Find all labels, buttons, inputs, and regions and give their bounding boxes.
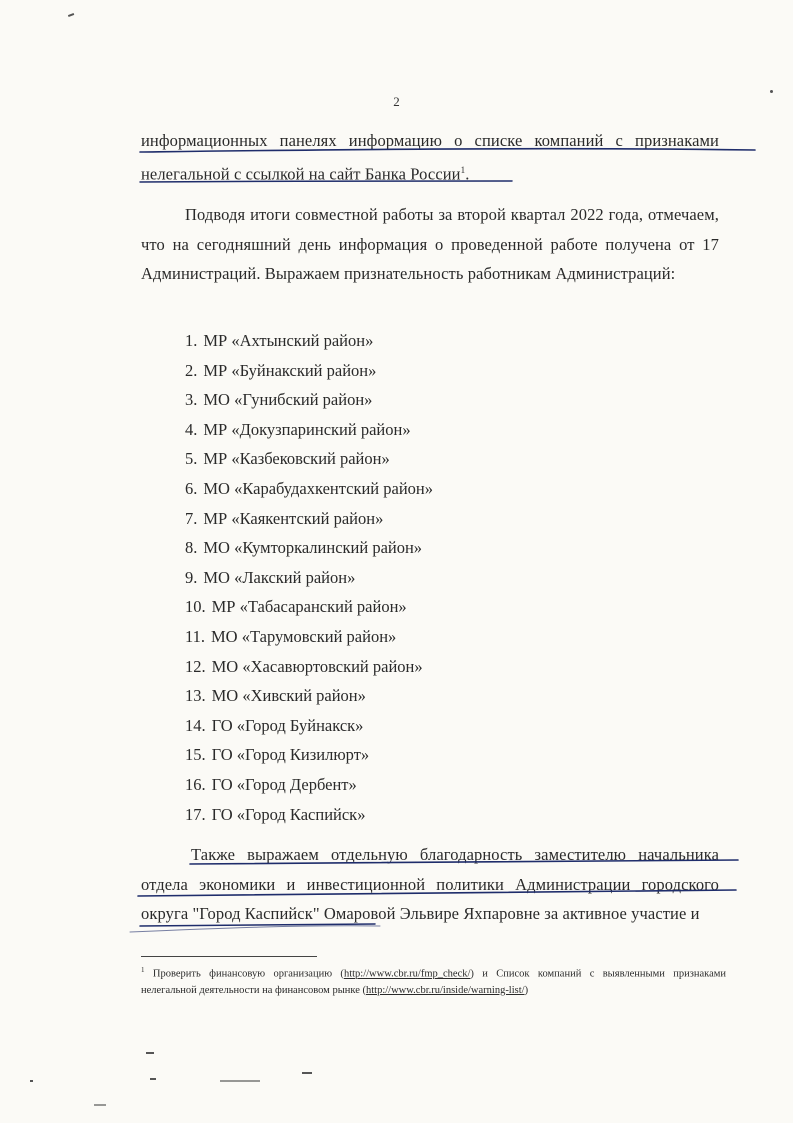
list-item: [185, 385, 433, 415]
list-item-number: 15.: [185, 745, 206, 765]
list-item-number: 10.: [185, 597, 206, 617]
list-item-number: 9.: [185, 567, 198, 587]
list-item: [185, 504, 433, 534]
list-item: [185, 474, 433, 504]
list-item: [185, 652, 433, 682]
list-item-text: ГО «Город Дербент»: [211, 774, 357, 794]
list-item-number: 5.: [185, 449, 198, 469]
list-item-number: 16.: [185, 774, 206, 794]
list-item-number: 17.: [185, 804, 206, 824]
list-item-text: ГО «Город Буйнакск»: [211, 715, 364, 735]
list-item: [185, 533, 433, 563]
administrations-list: [185, 326, 433, 829]
list-item-text: МО «Карабудахкентский район»: [203, 478, 433, 498]
footnote-divider: [141, 956, 317, 957]
footnote-text-after: ): [524, 984, 529, 996]
list-item-number: 12.: [185, 656, 206, 676]
scan-speck: [150, 1078, 156, 1080]
list-item: [185, 681, 433, 711]
footnote-text-before: Проверить финансовую организацию (: [152, 968, 344, 980]
scan-speck: [146, 1052, 154, 1054]
footnote-link-fmp-check[interactable]: http://www.cbr.ru/fmp_check/: [343, 968, 471, 980]
list-item-number: 6.: [185, 478, 198, 498]
paragraph-intro-text: информационных панелях информацию о списке компаний с признаками нелегальной с ссылкой на сайт Банка России: [141, 131, 719, 183]
list-item-number: 14.: [185, 715, 206, 735]
list-item-text: МО «Гунибский район»: [203, 390, 373, 410]
scan-speck: [220, 1080, 260, 1082]
list-item-text: МР «Ахтынский район»: [203, 331, 374, 350]
page-number: 2: [393, 94, 400, 109]
list-item-number: 11.: [185, 626, 206, 646]
footnote-reference: 1: [460, 164, 466, 175]
scan-speck: [94, 1104, 106, 1106]
list-item: [185, 356, 433, 386]
list-item-text: МО «Тарумовский район»: [211, 626, 397, 646]
list-item-number: 4.: [185, 419, 198, 439]
scan-speck: [302, 1072, 312, 1074]
list-item: [185, 711, 433, 741]
list-item-text: ГО «Город Каспийск»: [211, 804, 366, 824]
list-item-number: 3.: [185, 390, 198, 410]
list-item-text: ГО «Город Кизилюрт»: [211, 745, 370, 765]
list-item: [185, 326, 433, 356]
list-item: [185, 415, 433, 445]
list-item-text: МО «Хасавюртовский район»: [211, 656, 423, 676]
scan-speck: [30, 1080, 33, 1082]
list-item: [185, 592, 433, 622]
list-item-number: 13.: [185, 686, 206, 706]
paragraph-gratitude: Также выражаем отдельную благодарность заместителю начальника отдела экономики и инвестиционной политики Администрации городского округа "Город Каспийск" Омаровой Эльвире Яхпаровне за активное участие и: [141, 845, 719, 923]
list-item-number: 1.: [185, 331, 198, 350]
list-item: [185, 770, 433, 800]
list-item: [185, 740, 433, 770]
footnote-link-warning-list[interactable]: http://www.cbr.ru/inside/warning-list/: [366, 984, 525, 996]
list-item-number: 8.: [185, 538, 198, 558]
scan-speck: [770, 90, 773, 93]
list-item-text: МР «Табасаранский район»: [211, 597, 407, 617]
list-item-text: МР «Казбековский район»: [203, 449, 390, 469]
list-item: [185, 800, 433, 830]
list-item-text: МР «Буйнакский район»: [203, 360, 377, 380]
footnote: [141, 962, 726, 999]
list-item: [185, 622, 433, 652]
list-item-text: МР «Каякентский район»: [203, 508, 384, 528]
list-item-number: 7.: [185, 508, 198, 528]
list-item: [185, 444, 433, 474]
scan-speck: [68, 13, 74, 16]
footnote-text-middle: ) и Список компаний с выявленными признаками нелегальной деятельности на финансовом рынке (: [141, 968, 727, 996]
footnote-mark: 1: [141, 966, 145, 974]
list-item-text: МО «Лакский район»: [203, 567, 356, 587]
list-item-text: МО «Хивский район»: [211, 686, 366, 706]
list-item-text: МР «Докузпаринский район»: [203, 419, 411, 439]
list-item-number: 2.: [185, 360, 198, 380]
list-item: [185, 563, 433, 593]
paragraph-intro: информационных панелях информацию о списке компаний с признаками нелегальной с ссылкой на сайт Банка России$^1$.: [141, 131, 719, 183]
list-item-text: МО «Кумторкалинский район»: [203, 538, 423, 558]
paragraph-summary: Подводя итоги совместной работы за второй квартал 2022 года, отмечаем, что на сегодняшний день информация о проведенной работе получена от 17 Администраций. Выражаем признательность работникам Администраций:: [141, 205, 719, 283]
